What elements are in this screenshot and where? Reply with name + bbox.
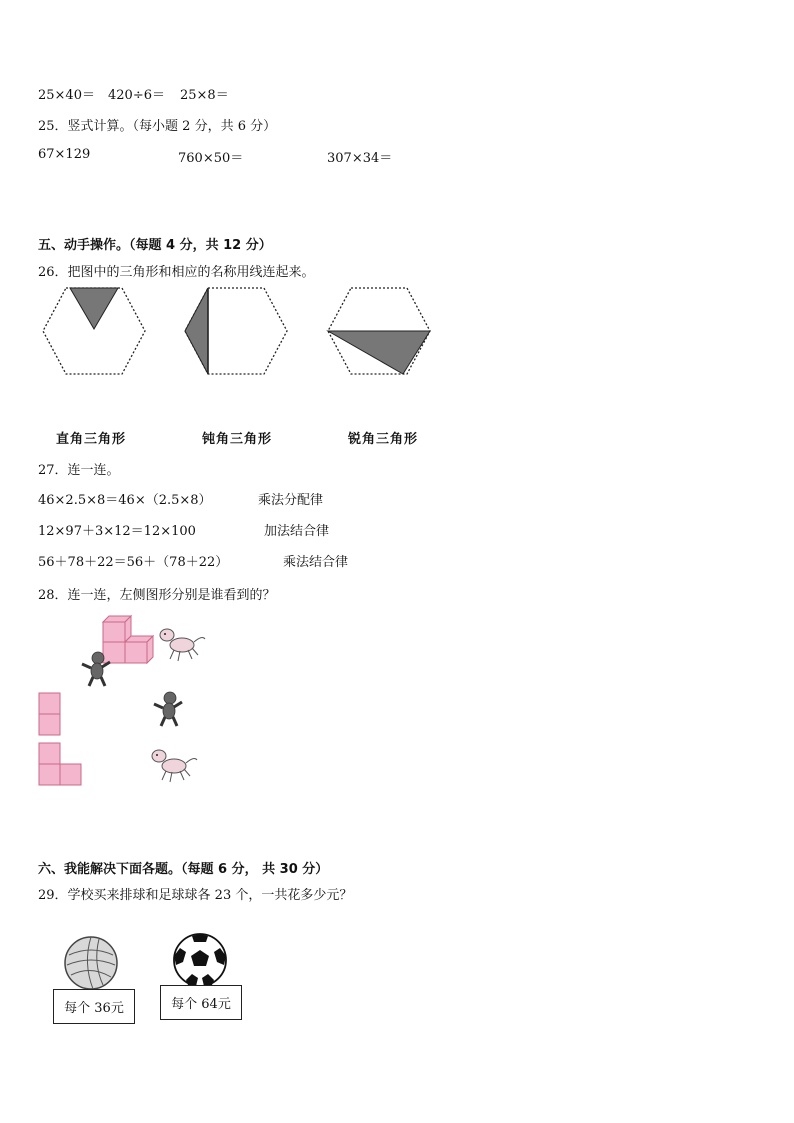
- question-28-title: 28．连一连，左侧图形分别是谁看到的？: [38, 588, 276, 603]
- law-1: 乘法分配律: [258, 493, 324, 508]
- equation-1: 46×2.5×8＝46×（2.5×8）: [38, 493, 212, 508]
- label-obtuse-triangle: 钝角三角形: [202, 432, 273, 447]
- volleyball-icon: [63, 935, 119, 991]
- soccer-price: 每个 64元: [171, 997, 231, 1012]
- calc-item-2: 420÷6＝: [108, 88, 165, 103]
- vertical-calc-3: 307×34＝: [327, 151, 393, 166]
- view-l-shape: [38, 742, 84, 786]
- monkey-option-icon: [152, 690, 186, 728]
- section-6-title: 六、我能解决下面各题。（每题 6 分， 共 30 分）: [38, 862, 329, 877]
- question-29-title: 29．学校买来排球和足球球各 23 个，一共花多少元？: [38, 888, 353, 903]
- dog-option-icon: [150, 746, 200, 784]
- hexagon-obtuse-triangle: [182, 285, 290, 377]
- soccer-price-box: [160, 985, 242, 1020]
- section-5-title: 五、动手操作。（每题 4 分，共 12 分）: [38, 238, 272, 253]
- hexagon-right-triangle: [40, 285, 148, 377]
- view-two-stacked: [38, 692, 62, 736]
- equation-3: 56＋78＋22＝56＋（78＋22）: [38, 555, 229, 570]
- label-acute-triangle: 锐角三角形: [348, 432, 419, 447]
- volleyball-price-box: [53, 989, 135, 1024]
- volleyball-price: 每个 36元: [64, 1001, 124, 1016]
- vertical-calc-2: 760×50＝: [178, 151, 244, 166]
- calc-item-1: 25×40＝: [38, 88, 95, 103]
- dog-icon: [158, 625, 208, 663]
- right-triangle-shape: [70, 288, 118, 329]
- question-26-title: 26．把图中的三角形和相应的名称用线连起来。: [38, 265, 315, 280]
- law-3: 乘法结合律: [283, 555, 349, 570]
- equation-2: 12×97＋3×12＝12×100: [38, 524, 196, 539]
- acute-triangle-shape: [328, 331, 430, 374]
- vertical-calc-1: 67×129: [38, 147, 91, 162]
- calc-item-3: 25×8＝: [180, 88, 229, 103]
- hexagon-acute-triangle: [325, 285, 433, 377]
- obtuse-triangle-shape: [185, 288, 208, 374]
- label-right-triangle: 直角三角形: [56, 432, 127, 447]
- question-25-title: 25．竖式计算。（每小题 2 分，共 6 分）: [38, 119, 277, 134]
- soccer-ball-icon: [172, 932, 228, 988]
- law-2: 加法结合律: [264, 524, 330, 539]
- monkey-icon: [80, 650, 114, 688]
- question-27-title: 27．连一连。: [38, 463, 120, 478]
